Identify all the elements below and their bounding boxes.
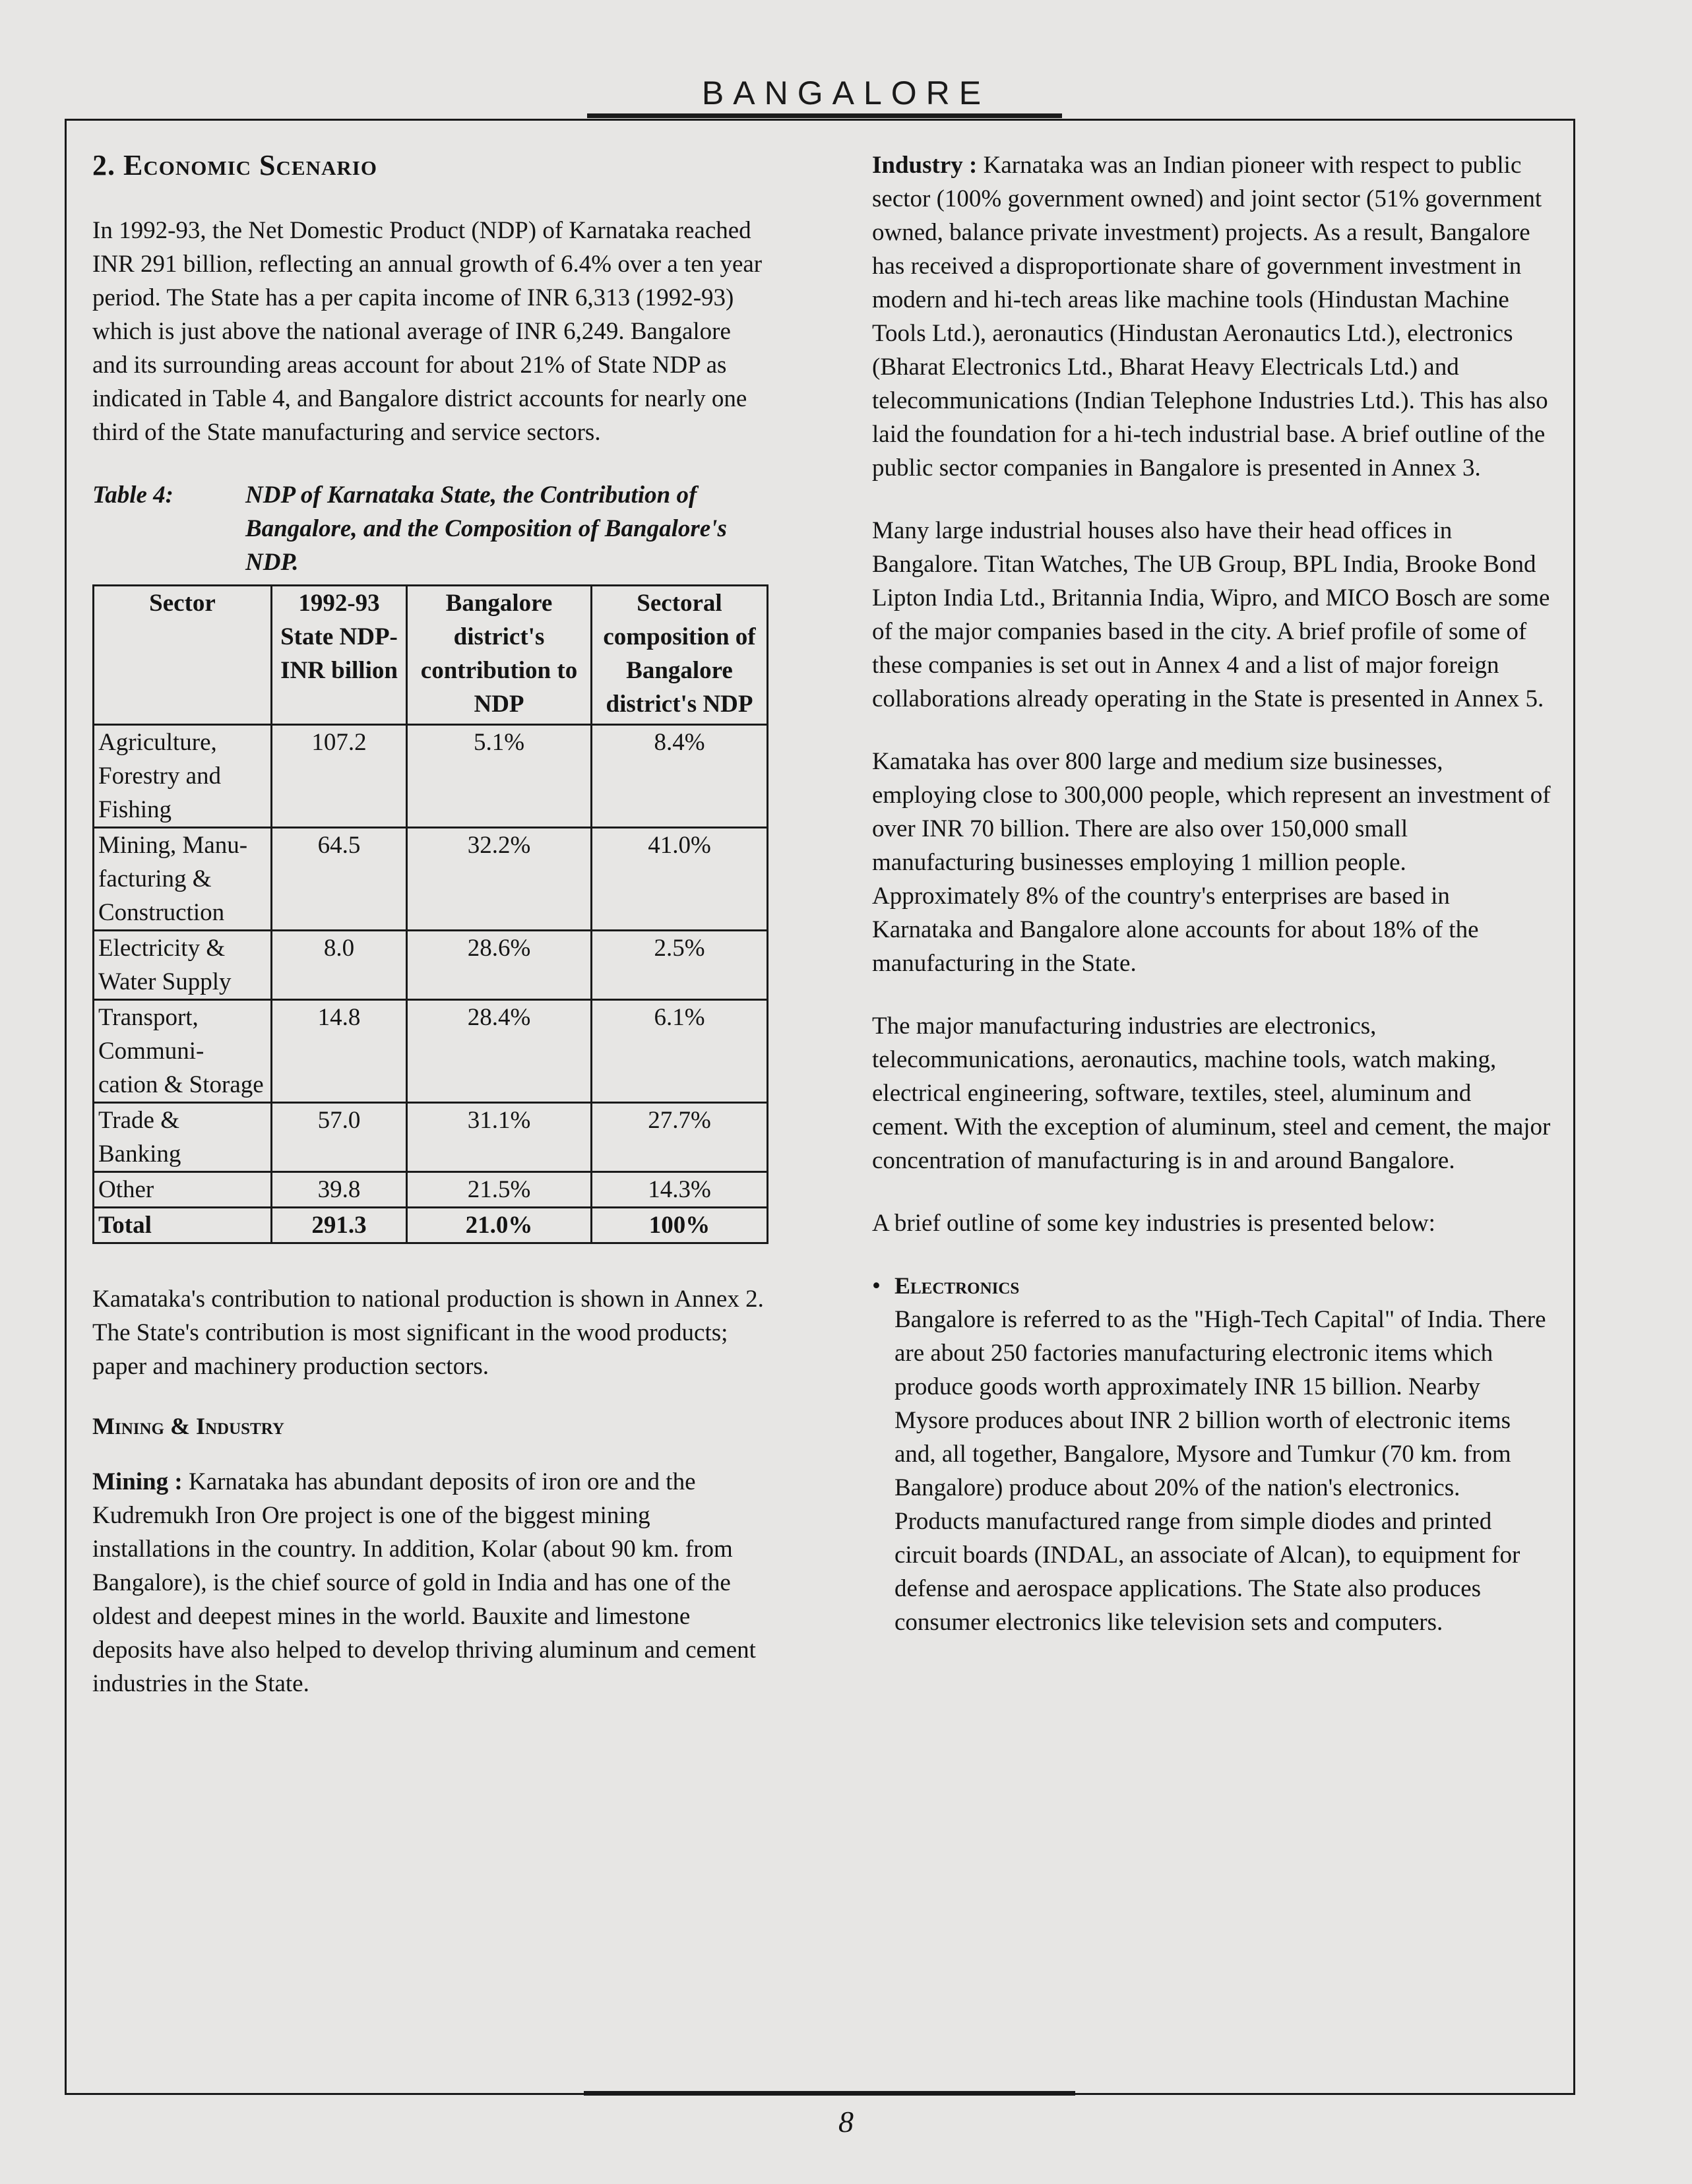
industries-paragraph: The major manufacturing industries are electronics, telecommunications, aeronautics, machine tools, watch making, electrical engineering, software, textiles, steel, aluminum and cement. With the exception of aluminum, steel and cement, the major concentration of manufacturing is in and around Bangalore.: [872, 1013, 1551, 1174]
footer-rule: [584, 2091, 1075, 2096]
value-cell: 41.0%: [592, 828, 768, 931]
value-cell: 14.8: [272, 1000, 407, 1103]
key-industries-intro: A brief outline of some key industries is presented below:: [872, 1210, 1435, 1237]
value-cell: 21.5%: [407, 1172, 592, 1208]
table-header-row: [94, 586, 768, 725]
table-row: [94, 828, 768, 931]
sector-cell: Electricity & Water Supply: [94, 931, 272, 1000]
electronics-paragraph: Bangalore is referred to as the "High-Tech Capital" of India. There are about 250 factories manufacturing electronic items which produce goods worth approximately INR 15 billion. Nearby Mysore produces about INR 2 billion worth of electronic items and, all together, Bangalore, Mysore and Tumkur (70 km. from Bangalore) produce about 20% of the nation's electronics. Products manufactured range from simple diodes and printed circuit boards (INDAL, an associate of Alcan), to equipment for defense and aerospace applications. The State also produces consumer electronics like television sets and computers.: [894, 1306, 1546, 1636]
sector-cell: Mining, Manu- facturing & Construction: [94, 828, 272, 931]
right-column: [872, 148, 1551, 1668]
sector-cell: Agriculture, Forestry and Fishing: [94, 725, 272, 828]
total-value-cell: 100%: [592, 1208, 768, 1243]
table-label: Table 4:: [92, 482, 173, 509]
running-header: BANGALORE: [701, 75, 991, 111]
table-row: [94, 725, 768, 828]
header-cell: Sectoral composition of Bangalore district's NDP: [592, 586, 768, 725]
table-caption: [92, 478, 772, 579]
value-cell: 32.2%: [407, 828, 592, 931]
value-cell: 6.1%: [592, 1000, 768, 1103]
companies-paragraph: Many large industrial houses also have their head offices in Bangalore. Titan Watches, The UB Group, BPL India, Brooke Bond Lipton India Ltd., Britannia India, Wipro, and MICO Bosch are some of the major companies based in the city. A brief profile of some of these companies is set out in Annex 4 and a list of major foreign collaborations already operating in the State is presented in Annex 5.: [872, 517, 1550, 712]
left-column: [92, 148, 772, 1730]
value-cell: 28.4%: [407, 1000, 592, 1103]
industry-text: Karnataka was an Indian pioneer with respect to public sector (100% government owned) and joint sector (51% government owned, balance private investment) projects. As a result, Bangalore has received a disproportionate share of government investment in modern and hi-tech areas like machine tools (Hindustan Machine Tools Ltd.), aeronautics (Hindustan Aeronautics Ltd.), electronics (Bharat Electronics Ltd., Bharat Heavy Electricals Ltd.) and telecommunications (Indian Telephone Industries Ltd.). This has also laid the foundation for a hi-tech industrial base. A brief outline of the public sector companies in Bangalore is presented in Annex 3.: [872, 152, 1548, 482]
header-cell: 1992-93 State NDP- INR billion: [272, 586, 407, 725]
value-cell: 57.0: [272, 1103, 407, 1172]
header-cell: Sector: [94, 586, 272, 725]
electronics-body: [894, 1269, 1551, 1668]
electronics-heading: Electronics: [894, 1272, 1020, 1299]
value-cell: 5.1%: [407, 725, 592, 828]
total-value-cell: 21.0%: [407, 1208, 592, 1243]
header-rule: [587, 113, 1062, 118]
table-total-row: [94, 1208, 768, 1243]
table-row: [94, 1000, 768, 1103]
total-label-cell: Total: [94, 1208, 272, 1243]
value-cell: 8.0: [272, 931, 407, 1000]
ndp-table: [92, 584, 768, 1244]
table-row: [94, 1103, 768, 1172]
value-cell: 14.3%: [592, 1172, 768, 1208]
table-row: [94, 1172, 768, 1208]
table-row: [94, 931, 768, 1000]
value-cell: 28.6%: [407, 931, 592, 1000]
value-cell: 2.5%: [592, 931, 768, 1000]
header-cell: Bangalore district's contribution to NDP: [407, 586, 592, 725]
sector-cell: Transport, Communi- cation & Storage: [94, 1000, 272, 1103]
value-cell: 8.4%: [592, 725, 768, 828]
section-title: 2. Economic Scenario: [92, 149, 377, 181]
industry-label: Industry :: [872, 152, 978, 179]
value-cell: 39.8: [272, 1172, 407, 1208]
value-cell: 27.7%: [592, 1103, 768, 1172]
mining-label: Mining :: [92, 1468, 183, 1495]
annex-paragraph: Kamataka's contribution to national production is shown in Annex 2. The State's contribution is most significant in the wood products; paper and machinery production sectors.: [92, 1286, 764, 1380]
industry-paragraph: [872, 148, 1551, 485]
value-cell: 107.2: [272, 725, 407, 828]
sector-cell: Other: [94, 1172, 272, 1208]
value-cell: 31.1%: [407, 1103, 592, 1172]
sector-cell: Trade & Banking: [94, 1103, 272, 1172]
page-number: 8: [838, 2105, 854, 2138]
electronics-bullet: [872, 1269, 1551, 1668]
value-cell: 64.5: [272, 828, 407, 931]
mining-paragraph: [92, 1465, 772, 1700]
total-value-cell: 291.3: [272, 1208, 407, 1243]
table-title: NDP of Karnataka State, the Contribution of Bangalore, and the Composition of Bangalore's NDP.: [245, 482, 727, 576]
mining-text: Karnataka has abundant deposits of iron ore and the Kudremukh Iron Ore project is one of the biggest mining installations in the country. In addition, Kolar (about 90 km. from Bangalore), is the chief source of gold in India and has one of the oldest and deepest mines in the world. Bauxite and limestone deposits have also helped to develop thriving aluminum and cement industries in the State.: [92, 1468, 756, 1697]
intro-paragraph: In 1992-93, the Net Domestic Product (NDP) of Karnataka reached INR 291 billion, reflecting an annual growth of 6.4% over a ten year period. The State has a per capita income of INR 6,313 (1992-93) which is just above the national average of INR 6,249. Bangalore and its surrounding areas account for about 21% of State NDP as indicated in Table 4, and Bangalore district accounts for nearly one third of the State manufacturing and service sectors.: [92, 217, 763, 446]
businesses-paragraph: Kamataka has over 800 large and medium size businesses, employing close to 300,000 people, which represent an investment of over INR 70 billion. There are also over 150,000 small manufacturing businesses employing 1 million people. Approximately 8% of the country's enterprises are based in Karnataka and Bangalore alone accounts for about 18% of the manufacturing in the State.: [872, 748, 1551, 977]
bullet-icon: •: [872, 1272, 881, 1299]
mining-industry-heading: Mining & Industry: [92, 1413, 284, 1439]
